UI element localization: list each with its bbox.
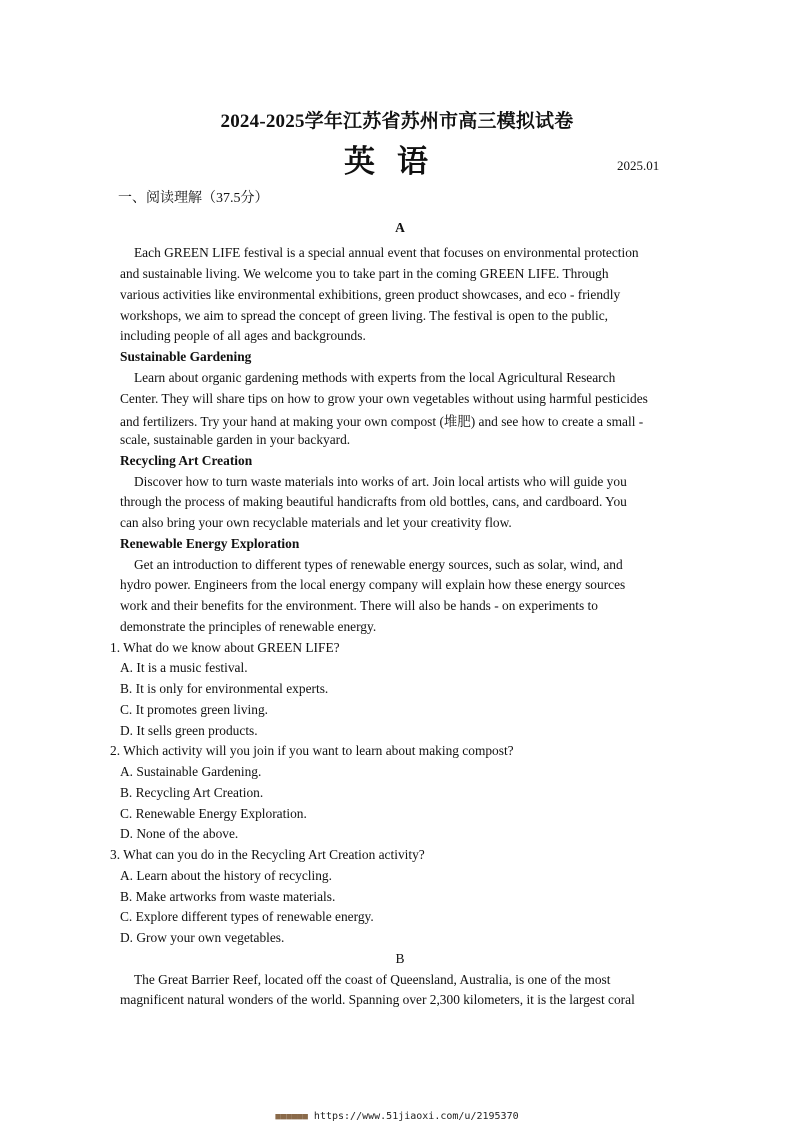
answer-option: D. It sells green products. bbox=[120, 723, 258, 738]
answer-option: D. Grow your own vegetables. bbox=[120, 930, 285, 945]
passage-line: hydro power. Engineers from the local energy company will explain how these energy sources bbox=[120, 577, 626, 592]
passage-line: through the process of making beautiful handicrafts from old bottles, cans, and cardboard. You bbox=[120, 494, 627, 509]
passage-line: Learn about organic gardening methods with experts from the local Agricultural Research bbox=[134, 370, 616, 385]
answer-option: C. Renewable Energy Exploration. bbox=[120, 806, 307, 821]
question-stem: 2. Which activity will you join if you want to learn about making compost? bbox=[110, 743, 514, 758]
answer-option: C. Explore different types of renewable energy. bbox=[120, 909, 374, 924]
passage-b-label: B bbox=[395, 951, 405, 966]
passage-line: and sustainable living. We welcome you to take part in the coming GREEN LIFE. Through bbox=[120, 266, 609, 281]
subheading-recycling-art: Recycling Art Creation bbox=[120, 453, 253, 468]
answer-option: B. It is only for environmental experts. bbox=[120, 681, 329, 696]
passage-line: work and their benefits for the environment. There will also be hands - on experiments to bbox=[120, 598, 598, 613]
answer-option: C. It promotes green living. bbox=[120, 702, 269, 717]
passage-line: magnificent natural wonders of the world. Spanning over 2,300 kilometers, it is the largest coral bbox=[120, 992, 635, 1007]
exam-title: 2024-2025学年江苏省苏州市高三模拟试卷 bbox=[220, 111, 574, 132]
answer-option: B. Recycling Art Creation. bbox=[120, 785, 264, 800]
passage-line: Each GREEN LIFE festival is a special annual event that focuses on environmental protection bbox=[134, 245, 639, 260]
passage-line: various activities like environmental exhibitions, green product showcases, and eco - friendly bbox=[120, 287, 621, 302]
passage-line: Discover how to turn waste materials into works of art. Join local artists who will guide you bbox=[134, 474, 627, 489]
section-heading: 一、阅读理解（37.5分） bbox=[118, 191, 269, 206]
question-stem: 1. What do we know about GREEN LIFE? bbox=[110, 640, 340, 655]
footer-link[interactable]: https://www.51jiaoxi.com/u/2195370 bbox=[313, 1111, 519, 1122]
answer-option: A. It is a music festival. bbox=[120, 660, 248, 675]
answer-option: A. Learn about the history of recycling. bbox=[120, 868, 332, 883]
passage-line: Center. They will share tips on how to grow your own vegetables without using harmful pesticides bbox=[120, 391, 648, 406]
passage-line: The Great Barrier Reef, located off the coast of Queensland, Australia, is one of the most bbox=[134, 972, 611, 987]
passage-line: workshops, we aim to spread the concept of green living. The festival is open to the public, bbox=[120, 308, 609, 323]
footer-watermark: ■■■■■■ bbox=[275, 1112, 308, 1122]
passage-line: Get an introduction to different types of renewable energy sources, such as solar, wind, and bbox=[134, 557, 623, 572]
passage-line: including people of all ages and backgrounds. bbox=[120, 328, 366, 343]
exam-date: 2025.01 bbox=[617, 158, 660, 173]
subject-heading: 英语 bbox=[344, 144, 450, 179]
page-footer bbox=[0, 1111, 794, 1122]
passage-line: demonstrate the principles of renewable energy. bbox=[120, 619, 377, 634]
passage-a-label: A bbox=[395, 220, 405, 235]
question-stem: 3. What can you do in the Recycling Art Creation activity? bbox=[110, 847, 425, 862]
answer-option: D. None of the above. bbox=[120, 826, 239, 841]
passage-line: can also bring your own recyclable materials and let your creativity flow. bbox=[120, 515, 512, 530]
passage-line: scale, sustainable garden in your backyard. bbox=[120, 432, 351, 447]
passage-line: and fertilizers. Try your hand at making your own compost (堆肥) and see how to create a small - bbox=[120, 414, 644, 429]
answer-option: A. Sustainable Gardening. bbox=[120, 764, 262, 779]
subheading-sustainable-gardening: Sustainable Gardening bbox=[120, 349, 252, 364]
subheading-renewable-energy: Renewable Energy Exploration bbox=[120, 536, 300, 551]
answer-option: B. Make artworks from waste materials. bbox=[120, 889, 336, 904]
